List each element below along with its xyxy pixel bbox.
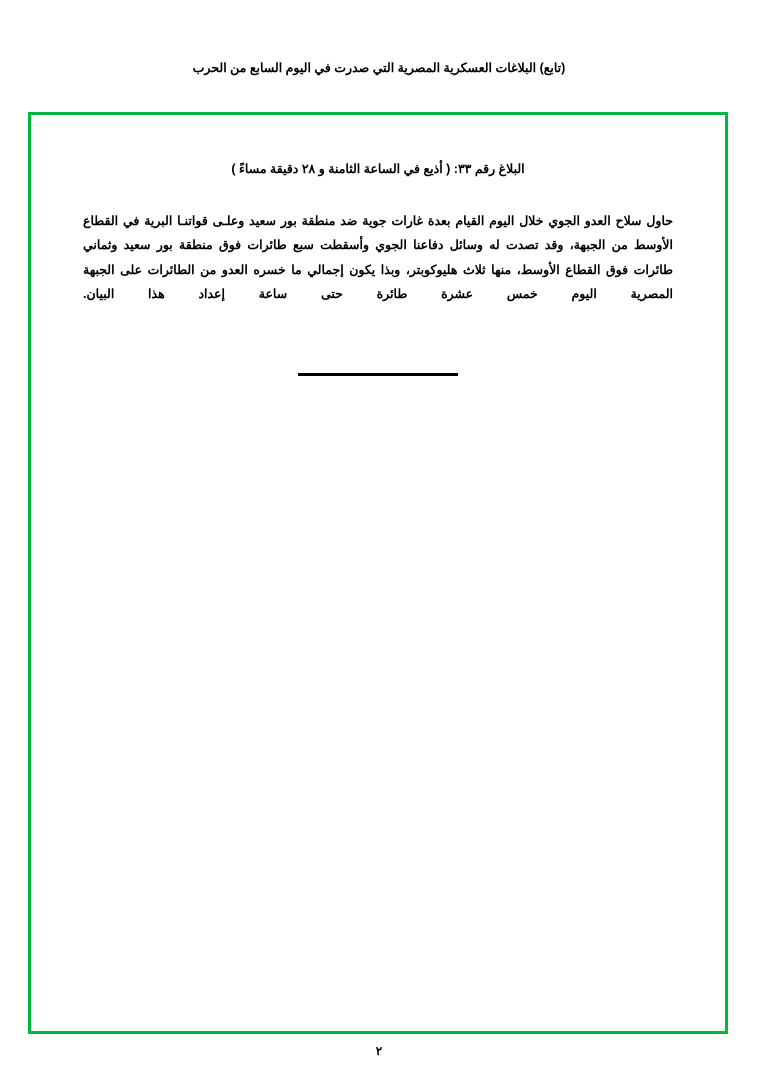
bulletin-body-text: حاول سلاح العدو الجوي خلال اليوم القيام بعدة غارات جوية ضد منطقة بور سعيد وعلـى قواتنـا البرية في القطاع الأوسط من الجبهة، وقد تصدت له وسائل دفاعنا الجوي وأسقطت سبع طائرات فوق منطقة بور سعيد وثماني طائرات فوق القطاع الأوسط، منها ثلاث هليوكوبتر، وبذا يكون إجمالي ما خسره العدو من الطائرات على الجبهة المصرية اليوم خمس عشرة طائرة حتى ساعة إعداد هذا البيان. (83, 214, 673, 302)
page-number: ٢ (375, 1044, 383, 1058)
bulletin-heading: البلاغ رقم ٣٣: ( أذيع في الساعة الثامنة و ٢٨ دقيقة مساءً ) (231, 162, 525, 176)
divider-rule (298, 373, 458, 376)
page-header-title: (تابع) البلاغات العسكرية المصرية التي صدرت في اليوم السابع من الحرب (192, 61, 566, 75)
section-divider (75, 373, 681, 376)
frame-inner (31, 115, 725, 1031)
content-frame (28, 112, 728, 1034)
